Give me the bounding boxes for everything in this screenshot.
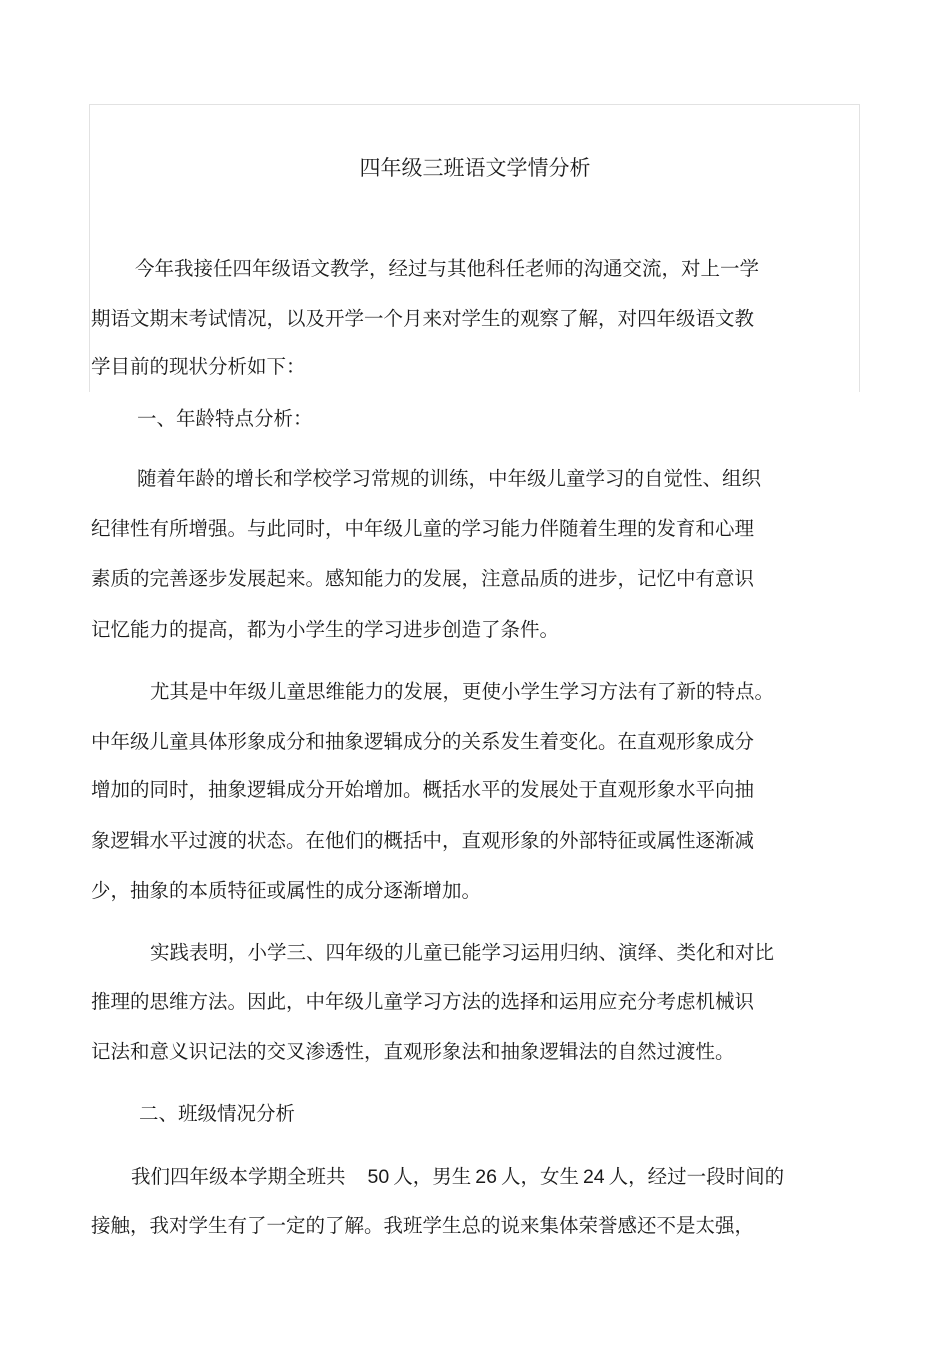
paragraph-line: 象逻辑水平过渡的状态。在他们的概括中，直观形象的外部特征或属性逐渐减 xyxy=(91,829,755,852)
paragraph-line: 增加的同时，抽象逻辑成分开始增加。概括水平的发展处于直观形象水平向抽 xyxy=(91,778,755,801)
section1-heading: 一、年龄特点分析： xyxy=(137,407,313,430)
paragraph-line: 中年级儿童具体形象成分和抽象逻辑成分的关系发生着变化。在直观形象成分 xyxy=(91,730,755,753)
girls-count-value: 24 xyxy=(582,1166,605,1188)
intro-line: 今年我接任四年级语文教学，经过与其他科任老师的沟通交流，对上一学 xyxy=(135,257,760,280)
paragraph-line: 接触，我对学生有了一定的了解。我班学生总的说来集体荣誉感还不是太强， xyxy=(91,1214,755,1237)
stats-text: 我们四年级本学期全班共 xyxy=(131,1165,346,1188)
stats-text: 人，女生 xyxy=(500,1165,579,1188)
intro-line: 学目前的现状分析如下： xyxy=(91,355,306,378)
boys-count-value: 26 xyxy=(475,1166,497,1188)
paragraph-line: 实践表明，小学三、四年级的儿童已能学习运用归纳、演绎、类化和对比 xyxy=(150,941,775,964)
paragraph-line: 推理的思维方法。因此，中年级儿童学习方法的选择和运用应充分考虑机械识 xyxy=(91,990,755,1013)
stats-text: 人，男生 xyxy=(393,1165,472,1188)
stats-text: 人，经过一段时间的 xyxy=(608,1165,785,1188)
page-frame xyxy=(89,104,860,392)
paragraph-line: 记忆能力的提高，都为小学生的学习进步创造了条件。 xyxy=(91,618,560,641)
intro-line: 期语文期末考试情况，以及开学一个月来对学生的观察了解，对四年级语文教 xyxy=(91,307,755,330)
class-stats-line xyxy=(131,1164,784,1190)
document-title: 四年级三班语文学情分析 xyxy=(359,156,591,180)
paragraph-line: 尤其是中年级儿童思维能力的发展，更使小学生学习方法有了新的特点。 xyxy=(150,680,775,703)
paragraph-line: 记法和意义识记法的交叉渗透性，直观形象法和抽象逻辑法的自然过渡性。 xyxy=(91,1040,735,1063)
paragraph-line: 少，抽象的本质特征或属性的成分逐渐增加。 xyxy=(91,879,482,902)
paragraph-line: 纪律性有所增强。与此同时，中年级儿童的学习能力伴随着生理的发育和心理 xyxy=(91,517,755,540)
paragraph-line: 素质的完善逐步发展起来。感知能力的发展，注意品质的进步，记忆中有意识 xyxy=(91,567,755,590)
total-students-value: 50 xyxy=(367,1166,390,1188)
section2-heading: 二、班级情况分析 xyxy=(139,1102,296,1125)
paragraph-line: 随着年龄的增长和学校学习常规的训练，中年级儿童学习的自觉性、组织 xyxy=(137,467,762,490)
